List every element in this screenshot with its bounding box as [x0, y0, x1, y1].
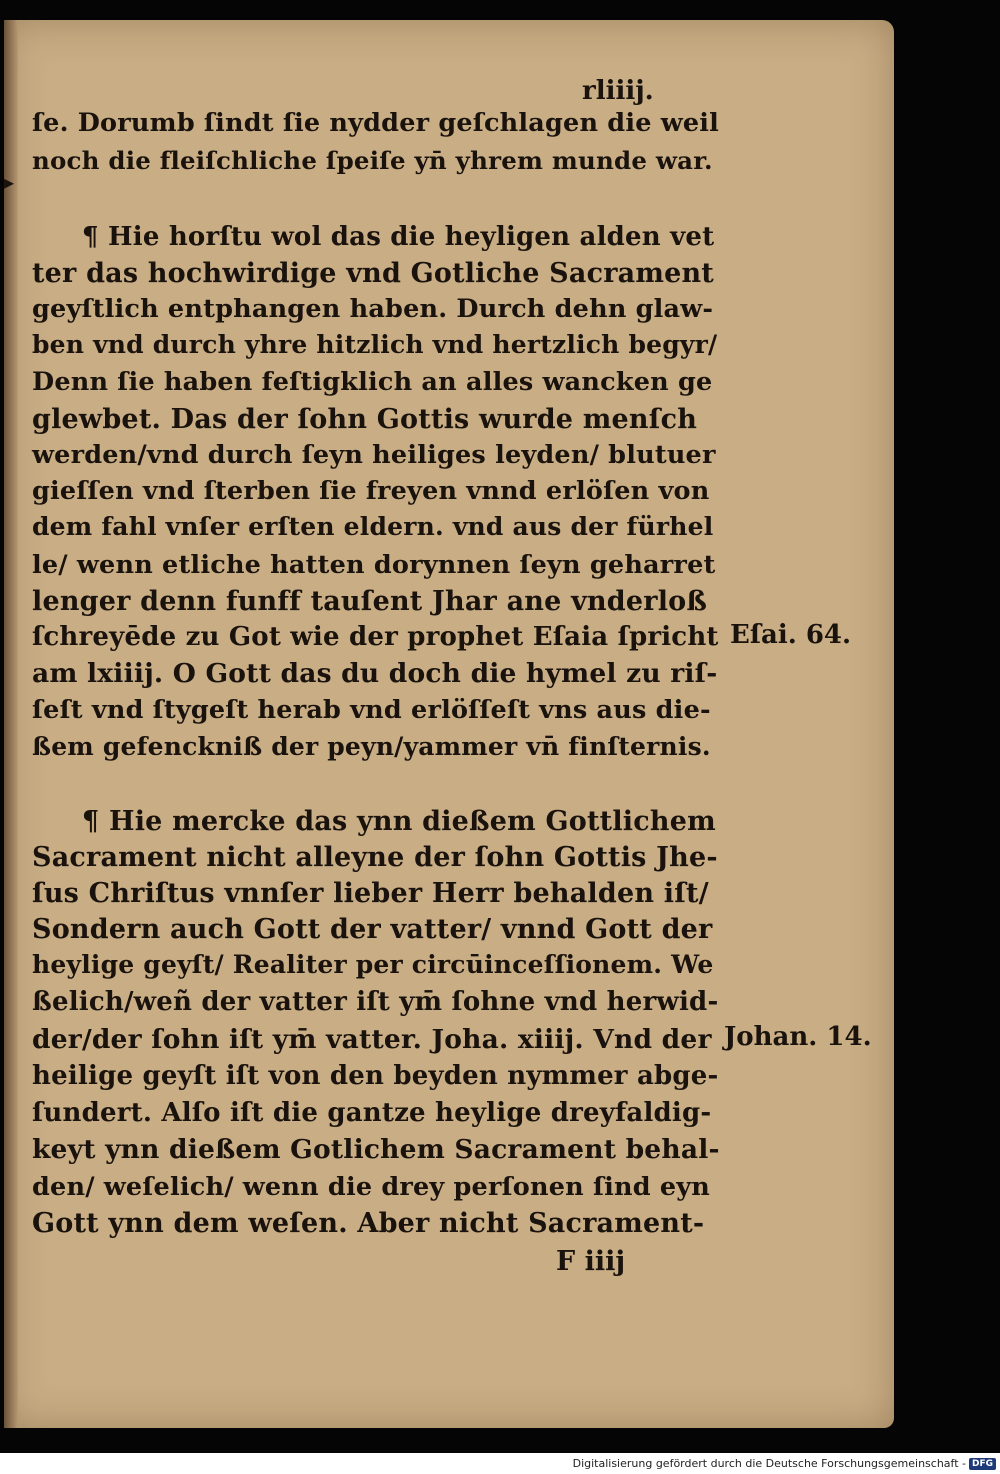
page-number: rliiij. [582, 76, 654, 106]
book-spine [4, 20, 18, 1428]
text-line: werden/vnd durch ſeyn heiliges leyden/ blutuer [32, 440, 716, 470]
text-line: ben vnd durch yhre hitzlich vnd hertzlich begyr/ [32, 330, 718, 359]
text-line: gieſſen vnd ſterben ſie freyen vnnd erlöſen von [32, 476, 710, 506]
text-line: Sacrament nicht alleyne der ſohn Gottis Jhe- [32, 842, 718, 873]
text-line: glewbet. Das der ſohn Gottis wurde menſch [32, 404, 698, 435]
text-line: lenger denn funff tauſent Jhar ane vnderloß [32, 586, 708, 617]
text-line: ſundert. Alſo iſt die gantze heylige dreyfaldig- [32, 1098, 712, 1128]
text-line: ſe. Dorumb ſindt ſie nydder geſchlagen die weil [32, 108, 720, 138]
text-line: ſus Chriſtus vnnſer lieber Herr behalden iſt/ [32, 878, 709, 909]
text-line: heylige geyſt/ Realiter per circūinceſſionem. We [32, 950, 714, 979]
text-line: ſchreyēde zu Got wie der prophet Eſaia ſpricht [32, 622, 719, 652]
text-line: ßelich/weñ der vatter iſt ym̄ ſohne vnd herwid- [32, 987, 719, 1017]
text-line: ¶ Hie mercke das ynn dießem Gottlichem [82, 806, 716, 837]
text-line: keyt ynn dießem Gotlichem Sacrament behal- [32, 1134, 720, 1165]
footer-bar [0, 1453, 1000, 1474]
text-line: am lxiiij. O Gott das du doch die hymel zu riſ- [32, 658, 718, 689]
text-line: geyſtlich entphangen haben. Durch dehn glaw- [32, 294, 714, 324]
dfg-logo-icon: DFG [969, 1458, 996, 1470]
edge-mark: ▸ [4, 170, 15, 194]
text-line: noch die fleiſchliche ſpeiſe yn̄ yhrem munde war. [32, 146, 713, 175]
text-line: ſeſt vnd ſtygeſt herab vnd erlöſſeſt vns aus die- [32, 695, 711, 725]
text-line: Sondern auch Gott der vatter/ vnnd Gott der [32, 914, 713, 945]
footer-credit: Digitalisierung gefördert durch die Deutsche Forschungsgemeinschaft - [572, 1457, 966, 1470]
text-line: der/der ſohn iſt ym̄ vatter. Joha. xiiij. Vnd der [32, 1024, 712, 1055]
text-line: ter das hochwirdige vnd Gotliche Sacrament [32, 258, 714, 289]
text-line: Denn ſie haben feſtigklich an alles wancken ge [32, 367, 713, 397]
text-line: le/ wenn etliche hatten dorynnen ſeyn geharret [32, 550, 716, 580]
margin-note-esai: Eſai. 64. [730, 620, 852, 650]
signature-mark: F iiij [556, 1246, 626, 1277]
text-line: heilige geyſt iſt von den beyden nymmer abge- [32, 1061, 719, 1091]
text-line: ¶ Hie horſtu wol das die heyligen alden vet [82, 222, 715, 252]
text-line: Gott ynn dem weſen. Aber nicht Sacrament- [32, 1208, 705, 1239]
text-line: dem fahl vnſer erſten eldern. vnd aus der fürhel [32, 512, 714, 541]
text-line: ßem gefenckniß der peyn/yammer vn̄ finſternis. [32, 732, 711, 761]
margin-note-johan: Johan. 14. [724, 1022, 872, 1052]
text-line: den/ weſelich/ wenn die drey perſonen ſind eyn [32, 1172, 711, 1202]
